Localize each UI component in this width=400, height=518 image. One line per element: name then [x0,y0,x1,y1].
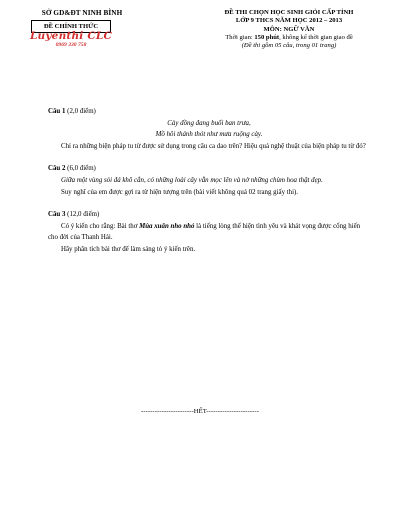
end-mark: -----------------------HẾT----------------------- [140,408,260,415]
exam-content [48,106,370,256]
exam-grade-year: LỚP 9 THCS NĂM HỌC 2012 – 2013 [235,17,343,25]
exam-subject: MÔN: NGỮ VĂN [263,25,315,33]
exam-duration: 150 phút [254,33,280,41]
header-right [190,9,388,50]
question-2-quote: Giữa một vùng sỏi đá khô cằn, có những loài cây vẫn mọc lên và nở những chùm hoa thật đẹp. [61,176,323,184]
department-name: SỞ GD&ĐT NINH BÌNH [41,9,123,17]
question-1-heading: Câu 1 (2,0 điểm) [48,108,96,115]
logo-phone: 0969 330 758 [55,42,87,48]
question-2-text: Suy nghĩ của em được gợi ra từ hiện tượng trên (bài viết không quá 02 trang giấy thi). [61,188,299,196]
question-1-text: Chỉ ra những biện pháp tu từ được sử dụng trong câu ca dao trên? Hiệu quả nghệ thuật của biện pháp tu từ đó? [61,142,366,150]
watermark-logo [26,31,116,49]
official-stamp: ĐỀ CHÍNH THỨC [31,20,111,33]
exam-time: Thời gian: 150 phút, không kể thời gian giao đề [225,33,353,41]
exam-title: ĐỀ THI CHỌN HỌC SINH GIỎI CẤP TỈNH [224,9,354,16]
header-left [12,9,152,17]
question-3-task: Hãy phân tích bài thơ để làm sáng tỏ ý kiến trên. [61,245,196,253]
question-2-heading: Câu 2 (6,0 điểm) [48,165,96,173]
poem-line-1: Cày đồng đang buổi ban trưa, [167,119,251,127]
poem-title: Mùa xuân nho nhỏ [139,222,195,230]
question-3-heading: Câu 3 (12,0 điểm) [48,211,100,219]
exam-note: (Đề thi gồm 05 câu, trong 01 trang) [241,42,337,50]
poem-line-2: Mồ hôi thánh thót như mưa ruộng cày. [155,131,263,139]
logo-brand: Luyenthi CLC [29,30,113,42]
question-3-text: Có ý kiến cho rằng: Bài thơ Mùa xuân nho nhỏ là tiếng lòng thể hiện tình yêu và khát vọng được cống hiến cho đời của Thanh Hải. [48,222,361,242]
